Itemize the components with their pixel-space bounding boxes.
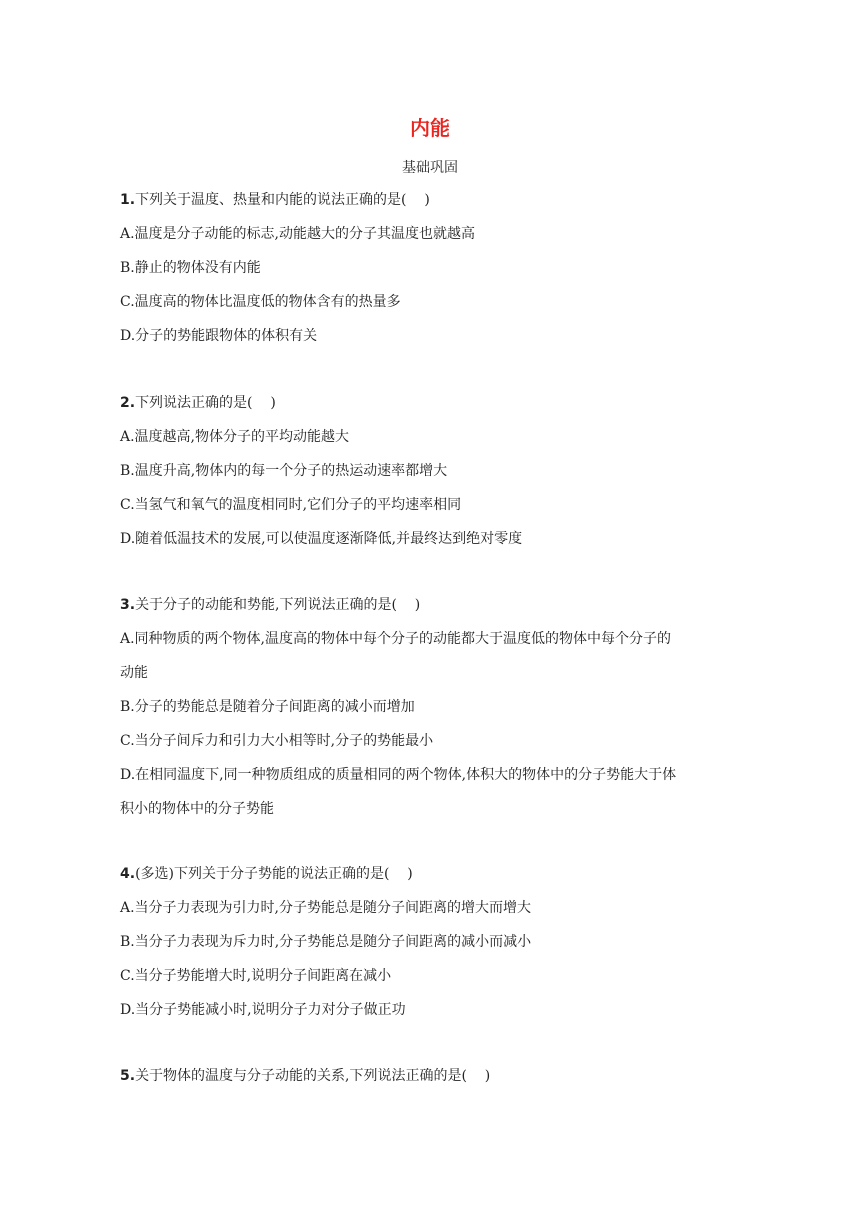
option-line: C.温度高的物体比温度低的物体含有的热量多: [120, 294, 401, 310]
question-text: (多选)下列关于分子势能的说法正确的是(: [135, 866, 390, 882]
question-stem: [120, 392, 745, 414]
question-stem: [120, 594, 745, 616]
option-line: D.分子的势能跟物体的体积有关: [120, 328, 318, 344]
question-text: 关于分子的动能和势能,下列说法正确的是(: [135, 597, 397, 613]
question-text: 关于物体的温度与分子动能的关系,下列说法正确的是(: [135, 1068, 467, 1084]
option-a: [120, 223, 745, 245]
option-line: D.随着低温技术的发展,可以使温度逐渐降低,并最终达到绝对零度: [120, 531, 523, 547]
option-b: [120, 931, 745, 953]
option-b: [120, 460, 745, 482]
question-3: [120, 594, 745, 832]
option-line: C.当分子间斥力和引力大小相等时,分子的势能最小: [120, 733, 434, 749]
option-b: [120, 257, 745, 279]
section-heading: 基础巩固: [402, 160, 458, 176]
option-line: B.静止的物体没有内能: [120, 260, 261, 276]
question-2: [120, 392, 745, 562]
question-5: [120, 1065, 745, 1099]
option-d: [120, 528, 745, 550]
question-number: 1.: [120, 192, 136, 208]
question-4: [120, 863, 745, 1033]
option-line: D.当分子势能减小时,说明分子力对分子做正功: [120, 1002, 406, 1018]
option-line: D.在相同温度下,同一种物质组成的质量相同的两个物体,体积大的物体中的分子势能大于体: [120, 767, 677, 783]
page-title: 内能: [410, 116, 450, 140]
option-a: [120, 897, 745, 919]
option-c: [120, 291, 745, 313]
answer-paren: ): [466, 1068, 491, 1084]
question-stem: [120, 863, 745, 885]
option-d: [120, 764, 745, 820]
option-line: A.当分子力表现为引力时,分子势能总是随分子间距离的增大而增大: [120, 900, 532, 916]
question-text: 下列说法正确的是(: [135, 395, 253, 411]
answer-paren: ): [252, 395, 276, 411]
answer-paren: ): [396, 597, 421, 613]
option-line-continued: 积小的物体中的分子势能: [120, 801, 274, 817]
question-text: 下列关于温度、热量和内能的说法正确的是(: [135, 192, 407, 208]
option-line: C.当氢气和氧气的温度相同时,它们分子的平均速率相同: [120, 497, 462, 513]
question-number: 4.: [120, 866, 136, 882]
question-stem: [120, 189, 745, 211]
question-number: 3.: [120, 597, 136, 613]
option-d: [120, 325, 745, 347]
answer-paren: ): [389, 866, 413, 882]
option-line: A.温度是分子动能的标志,动能越大的分子其温度也就越高: [120, 226, 476, 242]
option-c: [120, 730, 745, 752]
option-line: C.当分子势能增大时,说明分子间距离在减小: [120, 968, 392, 984]
question-stem: [120, 1065, 745, 1087]
option-line: B.温度升高,物体内的每一个分子的热运动速率都增大: [120, 463, 448, 479]
answer-paren: ): [406, 192, 430, 208]
option-line: B.当分子力表现为斥力时,分子势能总是随分子间距离的减小而减小: [120, 934, 532, 950]
option-line-continued: 动能: [120, 665, 148, 681]
option-c: [120, 965, 745, 987]
question-1: [120, 189, 745, 359]
option-a: [120, 426, 745, 448]
question-number: 2.: [120, 395, 136, 411]
option-c: [120, 494, 745, 516]
option-line: A.同种物质的两个物体,温度高的物体中每个分子的动能都大于温度低的物体中每个分子的: [120, 631, 672, 647]
option-b: [120, 696, 745, 718]
option-d: [120, 999, 745, 1021]
option-line: B.分子的势能总是随着分子间距离的减小而增加: [120, 699, 415, 715]
option-a: [120, 628, 745, 684]
option-line: A.温度越高,物体分子的平均动能越大: [120, 429, 350, 445]
question-number: 5.: [120, 1068, 136, 1084]
